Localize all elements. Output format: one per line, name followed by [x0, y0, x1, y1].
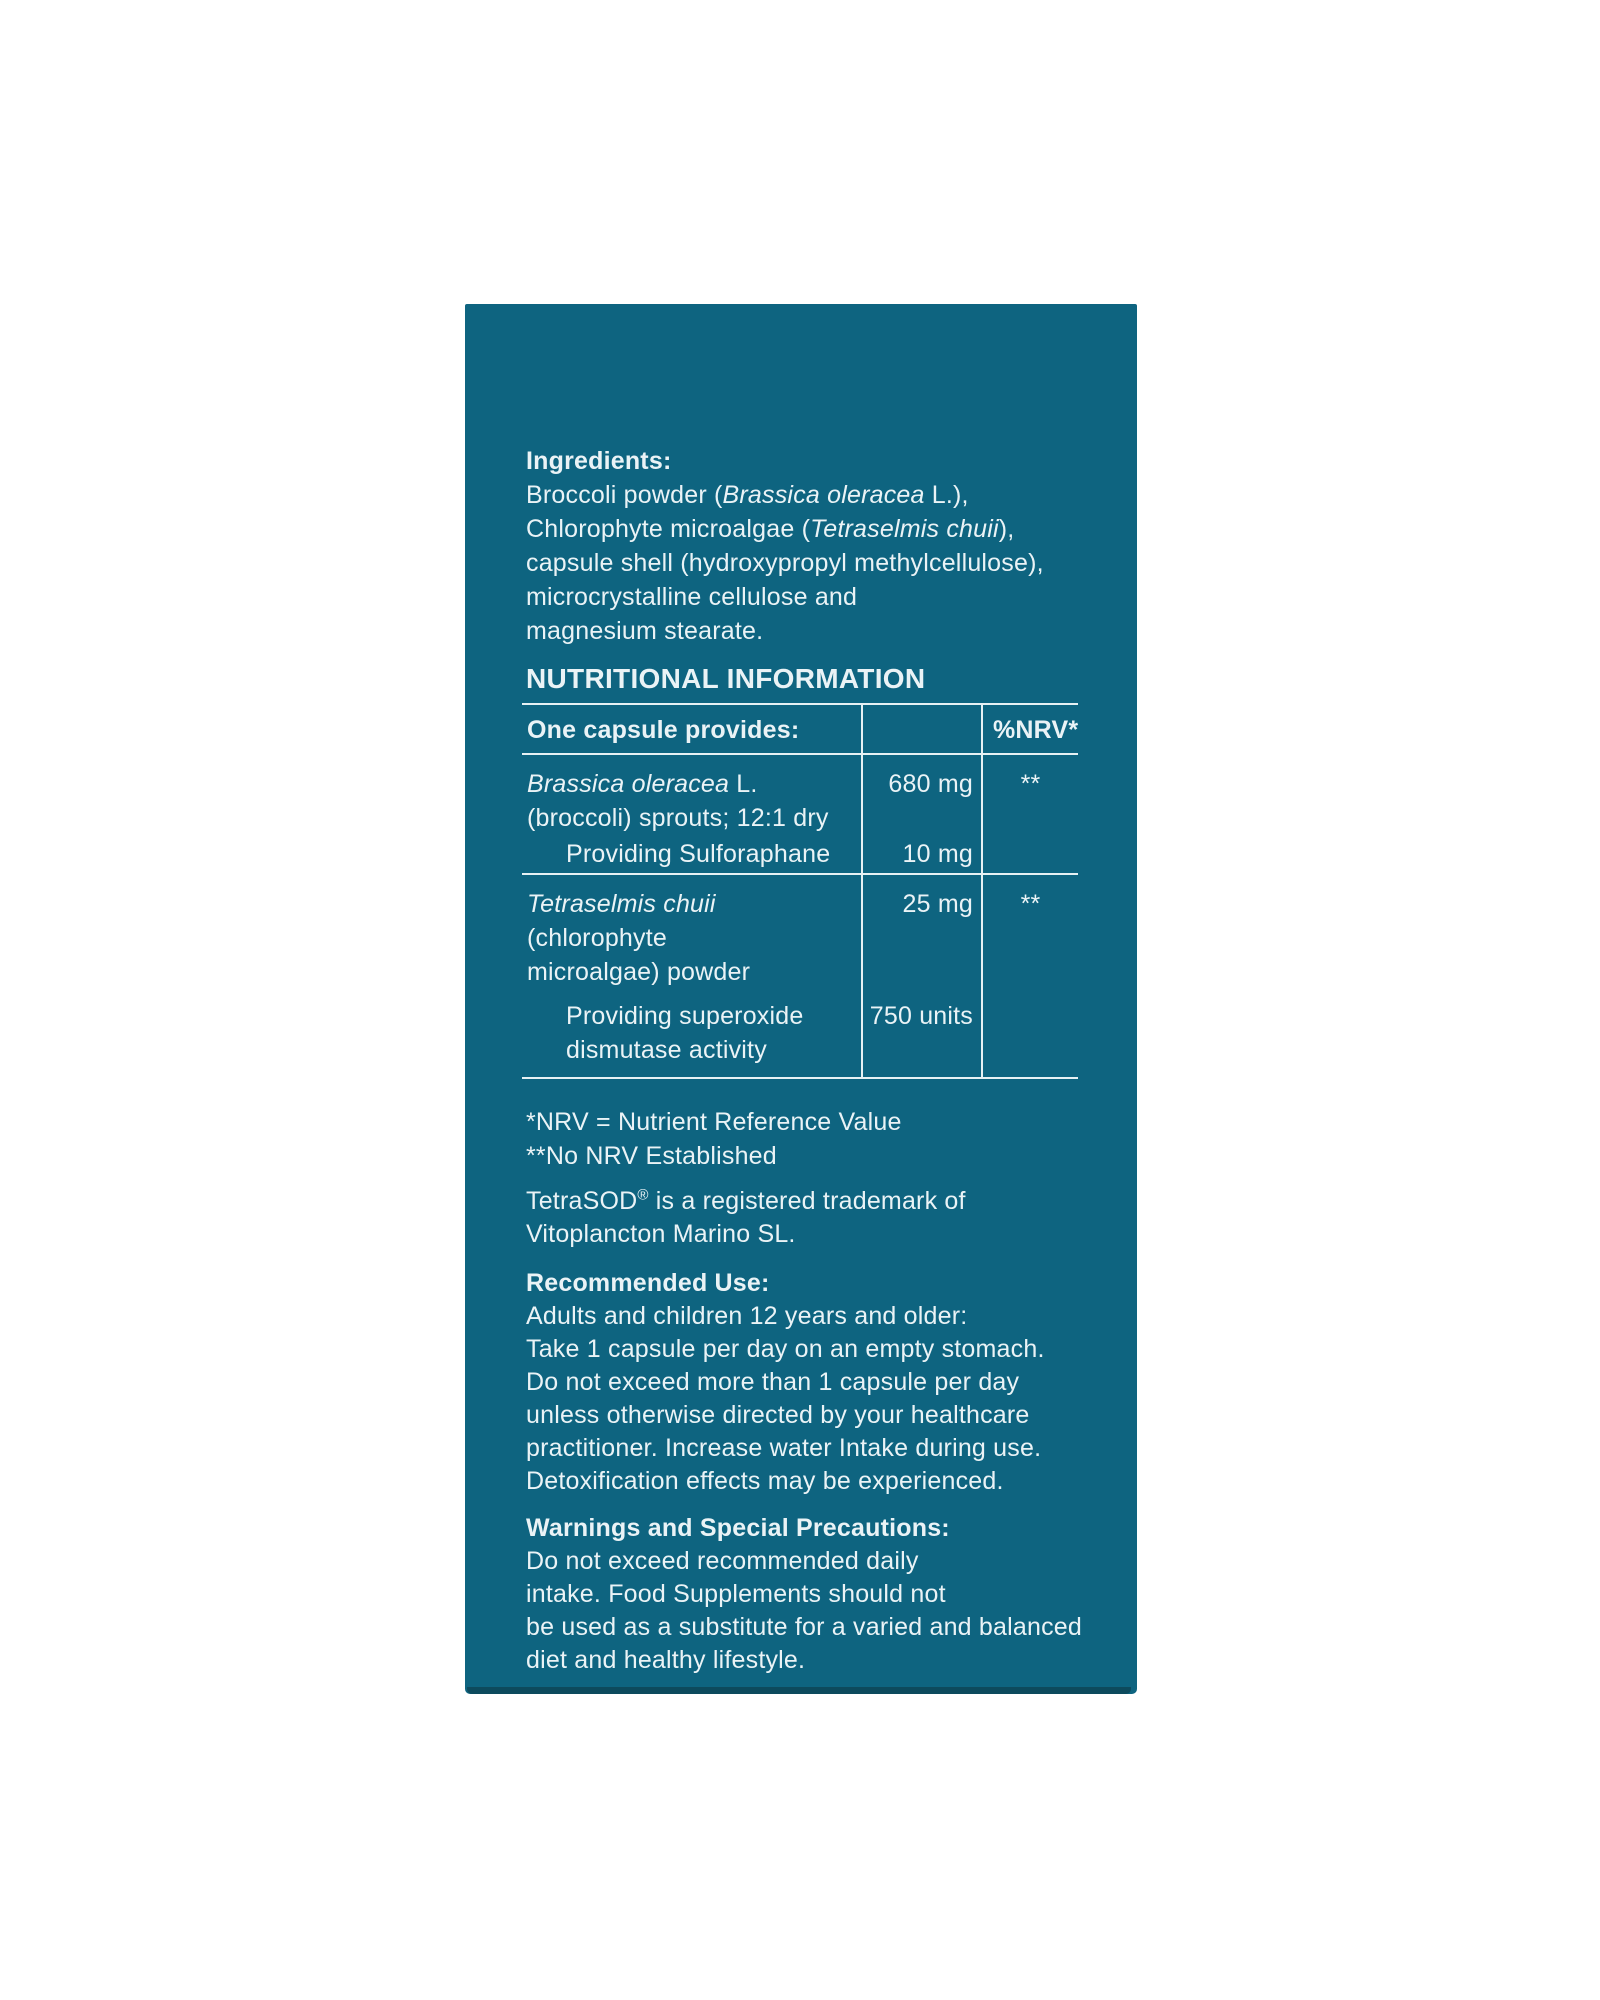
nrv-footnote-definition: *NRV = Nutrient Reference Value	[526, 1108, 902, 1136]
ingredients-line: capsule shell (hydroxypropyl methylcellulose),	[526, 549, 1044, 577]
sod-amount: 750 units	[862, 989, 982, 1078]
nrv-footnote-established: **No NRV Established	[526, 1142, 777, 1170]
trademark-note	[526, 1185, 1088, 1251]
box-bottom-edge	[467, 1687, 1131, 1694]
sod-nrv	[982, 989, 1078, 1078]
table-row-sulforaphane	[522, 835, 1078, 874]
sulforaphane-nrv	[982, 835, 1078, 874]
table-row-sod	[522, 989, 1078, 1078]
nrv-footnotes	[526, 1105, 1088, 1173]
recommended-use-line: Take 1 capsule per day on an empty stomach.	[526, 1335, 1045, 1363]
recommended-use-line: practitioner. Increase water Intake during use.	[526, 1434, 1042, 1462]
recommended-use-line: unless otherwise directed by your healthcare	[526, 1401, 1030, 1429]
warnings-section	[526, 1512, 1088, 1677]
warnings-line: intake. Food Supplements should not	[526, 1580, 946, 1608]
table-header-amount	[862, 704, 982, 754]
recommended-use-line: Detoxification effects may be experienced.	[526, 1467, 1004, 1495]
sulforaphane-label: Providing Sulforaphane	[522, 835, 862, 874]
label-content	[522, 444, 1088, 1677]
trademark-line: TetraSOD® is a registered trademark of	[526, 1186, 966, 1215]
sod-label: Providing superoxide dismutase activity	[522, 989, 862, 1078]
broccoli-nrv: **	[982, 754, 1078, 835]
table-header-serving: One capsule provides:	[522, 704, 862, 754]
ingredients-line: Chlorophyte microalgae (Tetraselmis chuii),	[526, 515, 1015, 543]
nutritional-information-heading: NUTRITIONAL INFORMATION	[526, 663, 926, 694]
table-header-row	[522, 704, 1078, 754]
ingredients-heading: Ingredients:	[526, 447, 672, 475]
trademark-owner: Vitoplancton Marino SL.	[526, 1220, 796, 1248]
ingredients-line: Broccoli powder (Brassica oleracea L.),	[526, 481, 969, 509]
registered-mark-icon: ®	[637, 1186, 649, 1204]
recommended-use-line: Adults and children 12 years and older:	[526, 1302, 968, 1330]
ingredients-line: magnesium stearate.	[526, 617, 764, 645]
table-row-broccoli	[522, 754, 1078, 835]
table-row-tetraselmis	[522, 874, 1078, 989]
recommended-use-section	[526, 1267, 1088, 1498]
product-box-back-panel	[465, 304, 1137, 1694]
warnings-line: Do not exceed recommended daily	[526, 1547, 919, 1575]
ingredients-line: microcrystalline cellulose and	[526, 583, 858, 611]
warnings-line: be used as a substitute for a varied and balanced	[526, 1613, 1083, 1641]
recommended-use-line: Do not exceed more than 1 capsule per day	[526, 1368, 1020, 1396]
sulforaphane-amount: 10 mg	[862, 835, 982, 874]
tetraselmis-nrv: **	[982, 874, 1078, 989]
nutrition-table	[522, 703, 1078, 1079]
warnings-line: diet and healthy lifestyle.	[526, 1646, 806, 1674]
recommended-use-heading: Recommended Use:	[526, 1269, 770, 1297]
tetraselmis-amount: 25 mg	[862, 874, 982, 989]
warnings-heading: Warnings and Special Precautions:	[526, 1514, 950, 1542]
tetraselmis-name: Tetraselmis chuii (chlorophyte microalgae) powder	[527, 890, 751, 986]
broccoli-name: Brassica oleracea L. (broccoli) sprouts; 12:1 dry	[527, 770, 829, 832]
table-header-nrv: %NRV*	[982, 704, 1078, 754]
broccoli-amount: 680 mg	[862, 754, 982, 835]
ingredients-section	[526, 444, 1088, 648]
